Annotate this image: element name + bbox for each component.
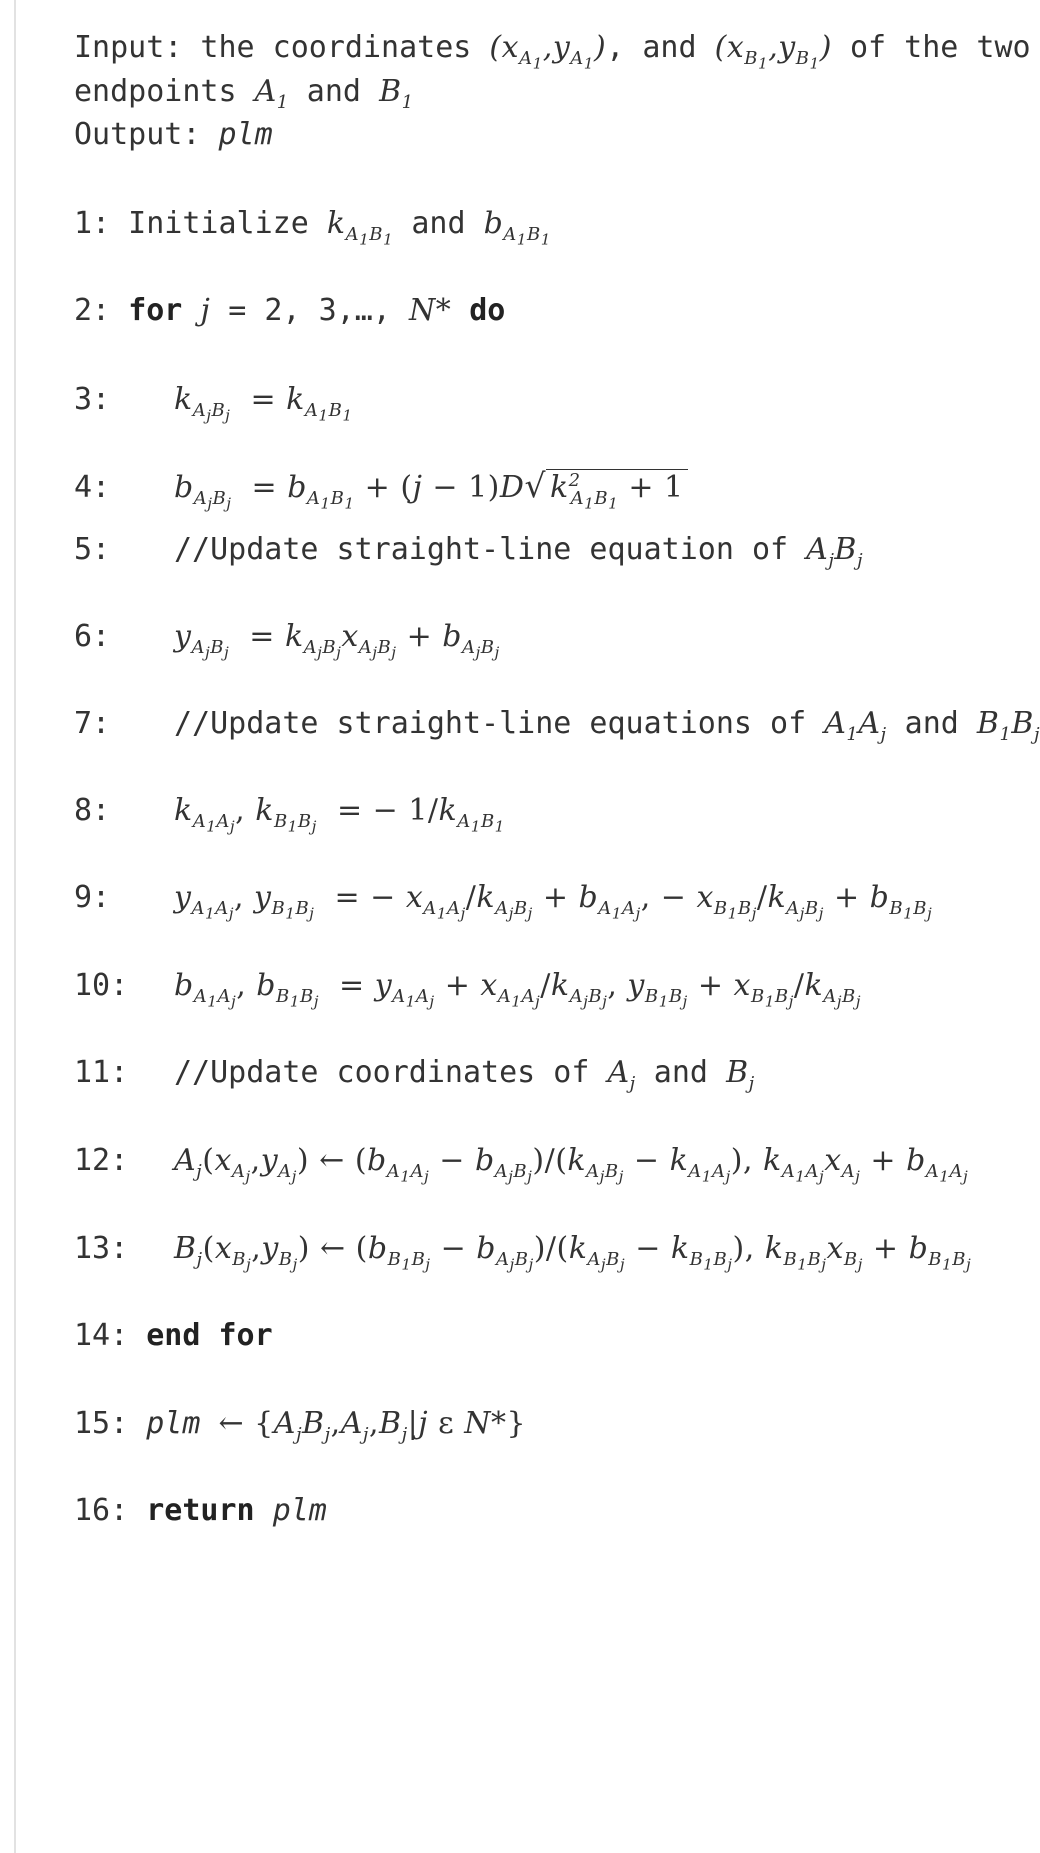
step-13 (74, 1229, 972, 1274)
step-12-num: 12: (74, 1143, 129, 1178)
step-2 (74, 291, 505, 331)
step-7-num: 7: (74, 706, 111, 741)
step-12 (74, 1141, 969, 1186)
end-for-keyword: end for (146, 1318, 273, 1353)
step-11 (74, 1053, 755, 1093)
step-3 (74, 380, 353, 425)
step-7-comment: //Update straight-line equations of (174, 706, 825, 741)
step-16-num: 16: (74, 1493, 129, 1528)
step-13-formula: $B_j(x_{B_j},y_{B_j})$ ← $(b_{B_1B_j} - b_{A_jB_j})/(k_{A_jB_j} - k_{B_1B_j})$, $k_{B_1B_j}x_{B_j} + b_{B_1B_j}$ (174, 1231, 972, 1274)
step-8 (74, 791, 505, 836)
endpoint-b1: $B_1$ (379, 74, 414, 113)
coord-a1: $(x_{A_1},y_{A_1})$ (489, 30, 607, 73)
step-4 (74, 466, 688, 513)
step-12-formula: $A_j(x_{A_j},y_{A_j})$ ← $(b_{A_1A_j} - b_{A_jB_j})/(k_{A_jB_j} - k_{A_1A_j})$, $k_{A_1A_j}x_{A_j} + b_{A_1A_j}$ (174, 1143, 969, 1186)
endpoint-a1: $A_1$ (254, 74, 289, 113)
step-8-num: 8: (74, 793, 111, 828)
endpoints-text: endpoints (74, 74, 255, 109)
step-3-formula: $k_{A_jB_j} = k_{A_1B_1}$ (174, 382, 353, 425)
input-line (74, 28, 1031, 73)
step-16 (74, 1491, 327, 1531)
step-9 (74, 878, 933, 923)
step-15-plm: plm (146, 1406, 201, 1441)
input-line-2 (74, 72, 414, 112)
return-keyword: return (146, 1493, 255, 1528)
step-14-num: 14: (74, 1318, 129, 1353)
step-15-num: 15: (74, 1406, 129, 1441)
endpoints-and: and (288, 74, 380, 109)
step-2-num: 2: (74, 293, 111, 328)
step-16-plm: plm (272, 1493, 327, 1528)
coord-b1: $(x_{B_1},y_{B_1})$ (714, 30, 832, 73)
step-3-num: 3: (74, 382, 111, 417)
step-1 (74, 204, 551, 249)
step-7 (74, 704, 1040, 744)
step-10-formula: $b_{A_1A_j}$, $b_{B_1B_j} = y_{A_1A_j} + x_{A_1A_j}/k_{A_jB_j}$, $y_{B_1B_j} + x_{B_1B_j}/k_{A_jB_j}$ (174, 968, 861, 1011)
n-star: N* (408, 293, 452, 328)
step-1-num: 1: (74, 206, 111, 241)
step-5-comment: //Update straight-line equation of (174, 532, 807, 567)
input-and: , and (606, 30, 715, 65)
step-9-num: 9: (74, 880, 111, 915)
line-ajbj: $A_jB_j$ (806, 532, 864, 571)
line-a1aj: $A_1A_j$ (824, 706, 887, 745)
do-keyword: do (469, 293, 506, 328)
step-13-num: 13: (74, 1231, 129, 1266)
input-text: the coordinates (182, 30, 490, 65)
k-a1b1: $k_{A_1B_1}$ (326, 206, 394, 249)
step-9-formula: $y_{A_1A_j}$, $y_{B_1B_j}$ = − $x_{A_1A_j}/k_{A_jB_j} + b_{A_1A_j}$, − $x_{B_1B_j}/k_{A_jB_j} + b_{B_1B_j}$ (174, 880, 933, 923)
b-a1b1: $b_{A_1B_1}$ (483, 206, 551, 249)
loop-range: = 2, 3,…, (210, 293, 409, 328)
step-6 (74, 617, 500, 662)
step-10 (74, 966, 861, 1011)
step-6-formula: $y_{A_jB_j} = k_{A_jB_j}x_{A_jB_j} + b_{A_jB_j}$ (174, 619, 500, 662)
line-b1bj: $B_1B_j$ (976, 706, 1040, 745)
loop-var: j (200, 293, 211, 328)
input-label: Input: (74, 30, 183, 65)
step-8-formula: $k_{A_1A_j}$, $k_{B_1B_j}$ = − $1/k_{A_1B_1}$ (174, 793, 505, 836)
output-value: plm (218, 117, 273, 152)
step-4-formula: $b_{A_jB_j} = b_{A_1B_1} + (j - 1)D√$ $k^2_{A_1B_1} + 1$ (174, 470, 688, 505)
step-1-text: Initialize (110, 206, 327, 241)
point-bj: $B_j$ (726, 1055, 755, 1094)
step-4-num: 4: (74, 470, 111, 505)
step-15 (74, 1404, 526, 1444)
output-label: Output: (74, 117, 201, 152)
step-5 (74, 530, 863, 570)
output-line (74, 115, 273, 155)
step-6-num: 6: (74, 619, 111, 654)
input-tail: of the two (831, 30, 1031, 65)
step-5-num: 5: (74, 532, 111, 567)
step-14 (74, 1316, 273, 1356)
for-keyword: for (128, 293, 183, 328)
step-1-and: and (393, 206, 484, 241)
step-10-num: 10: (74, 968, 129, 1003)
step-7-and: and (886, 706, 977, 741)
step-11-num: 11: (74, 1055, 129, 1090)
step-15-set: ← {$A_jB_j,A_j,B_j|j$ ε N*} (218, 1406, 527, 1445)
step-11-comment: //Update coordinates of (174, 1055, 608, 1090)
step-11-and: and (635, 1055, 727, 1090)
point-aj: $A_j$ (607, 1055, 636, 1094)
